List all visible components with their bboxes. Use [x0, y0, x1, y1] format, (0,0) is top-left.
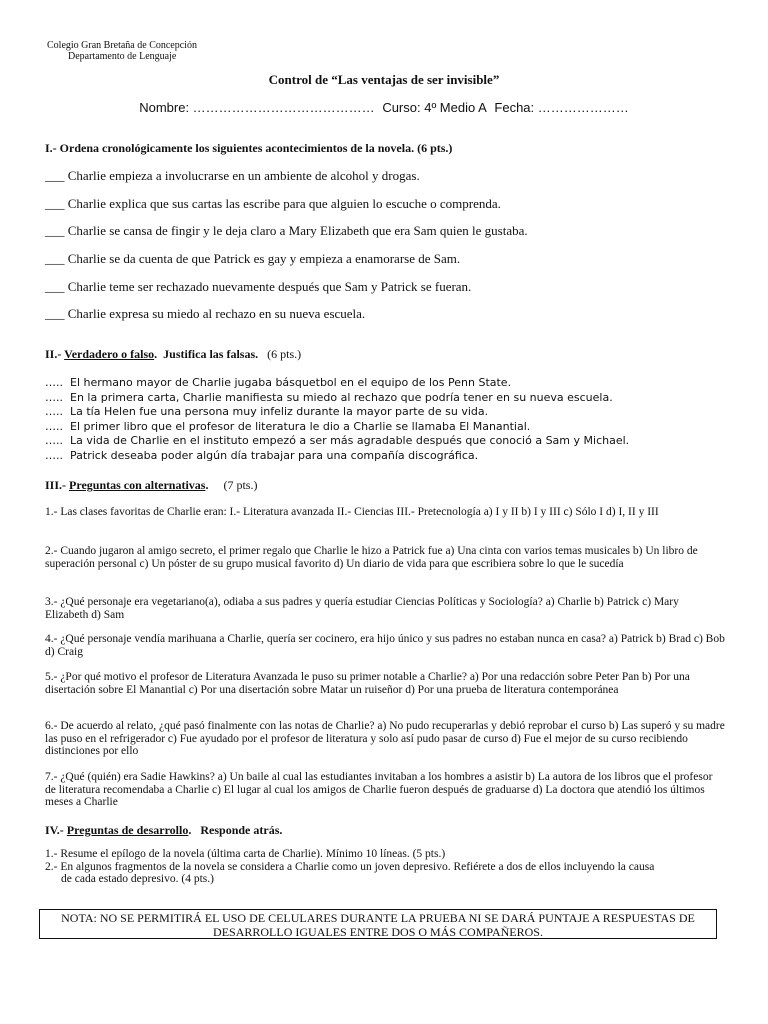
true-false-item[interactable]: [45, 376, 511, 389]
question-text: 3.- ¿Qué personaje era vegetariano(a), odiaba a sus padres y quería estudiar Ciencias Políticas y Sociología? a) Charlie b) Patrick c) Mary Elizabeth d) Sam: [45, 596, 679, 621]
section-3-number: III.-: [45, 478, 67, 492]
question-3[interactable]: [45, 596, 725, 621]
answer-blank[interactable]: …..: [45, 405, 63, 418]
name-field[interactable]: Nombre: ……………………………………: [139, 100, 375, 115]
department-name: Departamento de Lenguaje: [68, 51, 177, 62]
true-false-item[interactable]: [45, 420, 530, 433]
question-4[interactable]: [45, 633, 725, 658]
development-questions: [45, 848, 725, 886]
section-1-heading: [45, 141, 452, 156]
order-item[interactable]: ___ Charlie expresa su miedo al rechazo en su nueva escuela.: [45, 306, 366, 321]
true-false-item[interactable]: [45, 449, 478, 462]
statement: La vida de Charlie en el instituto empezó a ser más agradable después que conoció a Sam y Michael.: [70, 434, 630, 447]
question-6[interactable]: [45, 720, 725, 758]
section-3-heading: III.- Preguntas con alternativas. (7 pts.): [45, 478, 258, 492]
school-name: Colegio Gran Bretaña de Concepción: [47, 40, 197, 51]
order-item[interactable]: ___ Charlie se cansa de fingir y le deja claro a Mary Elizabeth que era Sam quien le gustaba.: [45, 223, 528, 238]
development-item-2-continued: de cada estado depresivo. (4 pts.): [61, 873, 214, 885]
answer-blank[interactable]: …..: [45, 449, 63, 462]
true-false-item[interactable]: [45, 405, 488, 418]
section-4-subtitle: Responde atrás.: [200, 823, 283, 837]
true-false-item[interactable]: [45, 434, 629, 447]
section-1-title: I.- Ordena cronológicamente los siguientes acontecimientos de la novela.: [45, 141, 415, 155]
student-info-line: [0, 100, 768, 115]
section-4-heading: IV.- Preguntas de desarrollo. Responde atrás.: [45, 823, 283, 837]
order-item[interactable]: ___ Charlie empieza a involucrarse en un ambiente de alcohol y drogas.: [45, 168, 420, 183]
section-2-title: Verdadero o falso: [64, 347, 155, 361]
answer-blank[interactable]: …..: [45, 420, 63, 433]
section-2-points: (6 pts.): [267, 347, 302, 361]
order-item[interactable]: ___ Charlie explica que sus cartas las escribe para que alguien lo escuche o comprenda.: [45, 196, 501, 211]
order-item[interactable]: ___ Charlie se da cuenta de que Patrick es gay y empieza a enamorarse de Sam.: [45, 251, 461, 266]
question-5[interactable]: [45, 671, 725, 696]
question-1[interactable]: [45, 506, 725, 519]
answer-blank[interactable]: …..: [45, 391, 63, 404]
note-line-2: DESARROLLO IGUALES ENTRE DOS O MÁS COMPAÑEROS.: [213, 925, 543, 939]
order-item[interactable]: ___ Charlie teme ser rechazado nuevamente después que Sam y Patrick se fueran.: [45, 279, 472, 294]
note-line-1: NOTA: NO SE PERMITIRÁ EL USO DE CELULARES DURANTE LA PRUEBA NI SE DARÁ PUNTAJE A RESPUESTAS DE: [61, 911, 695, 925]
question-text: 4.- ¿Qué personaje vendía marihuana a Charlie, quería ser cocinero, era hijo único y sus padres no estaban nunca en casa? a) Patrick b) Brad c) Bob d) Craig: [45, 633, 725, 658]
statement: En la primera carta, Charlie manifiesta su miedo al rechazo que podría tener en su nueva escuela.: [70, 391, 613, 404]
question-2[interactable]: [45, 545, 725, 570]
section-4-title: Preguntas de desarrollo: [66, 823, 189, 837]
answer-blank[interactable]: …..: [45, 376, 63, 389]
note-box: [39, 909, 717, 939]
question-text: 2.- Cuando jugaron al amigo secreto, el primer regalo que Charlie le hizo a Patrick fue a) Una cinta con varios temas musicales b) Un libro de superación personal c) Un póster de su grupo musical favorito d) Un diario de vida para que escribiera sobre lo que le sucedía: [45, 545, 698, 570]
development-item-2: 2.- En algunos fragmentos de la novela se considera a Charlie como un joven depresivo. Refiérete a dos de ellos incluyendo la causa: [45, 860, 655, 873]
section-4-number: IV.-: [45, 823, 64, 837]
statement: El hermano mayor de Charlie jugaba básquetbol en el equipo de los Penn State.: [70, 376, 512, 389]
date-field[interactable]: Fecha: …………………: [494, 100, 629, 115]
question-text: 1.- Las clases favoritas de Charlie eran: I.- Literatura avanzada II.- Ciencias III.- Pretecnología a) I y II b) I y III c) Sólo I d) I, II y III: [45, 506, 659, 518]
question-text: 6.- De acuerdo al relato, ¿qué pasó finalmente con las notas de Charlie? a) No pudo recuperarlas y debió reprobar el curso b) Las superó y su madre las puso en el refrigerador c) Fue ayudado por el profesor de literatura y solo así pudo pasar de curso d) Fue el mejor de su curso recibiendo distinciones por ello: [45, 720, 725, 757]
exam-title: Control de “Las ventajas de ser invisible”: [268, 72, 500, 87]
statement: El primer libro que el profesor de literatura le dio a Charlie se llamaba El Manantial.: [70, 420, 531, 433]
development-item-1: 1.- Resume el epílogo de la novela (última carta de Charlie). Mínimo 10 líneas. (5 pts.): [45, 848, 446, 860]
question-text: 5.- ¿Por qué motivo el profesor de Literatura Avanzada le puso su primer notable a Charlie? a) Por una redacción sobre Peter Pan b) Por una disertación sobre El Manantial c) Por una disertación sobre Matar un ruiseñor d) Por una prueba de literatura contemporánea: [45, 671, 690, 696]
section-2-heading: II.- Verdadero o falso. Justifica las falsas. (6 pts.): [45, 347, 302, 361]
course-label: Curso: 4º Medio A: [382, 100, 487, 115]
section-2-subtitle: Justifica las falsas.: [163, 347, 259, 361]
section-3-points: (7 pts.): [223, 478, 258, 492]
question-7[interactable]: [45, 771, 725, 809]
section-3-title: Preguntas con alternativas: [69, 478, 206, 492]
answer-blank[interactable]: …..: [45, 434, 63, 447]
statement: Patrick deseaba poder algún día trabajar para una compañía discográfica.: [70, 449, 479, 462]
true-false-item[interactable]: [45, 391, 613, 404]
section-2-number: II.-: [45, 347, 62, 361]
section-1-points: (6 pts.): [417, 141, 453, 155]
question-text: 7.- ¿Qué (quién) era Sadie Hawkins? a) Un baile al cual las estudiantes invitaban a los hombres a asistir b) La autora de los libros que el profesor de literatura recomendaba a Charlie c) El lugar al cual los amigos de Charlie fueron después de graduarse d) La doctora que atendió los últimos meses a Charlie: [45, 771, 713, 808]
statement: La tía Helen fue una persona muy infeliz durante la mayor parte de su vida.: [70, 405, 489, 418]
